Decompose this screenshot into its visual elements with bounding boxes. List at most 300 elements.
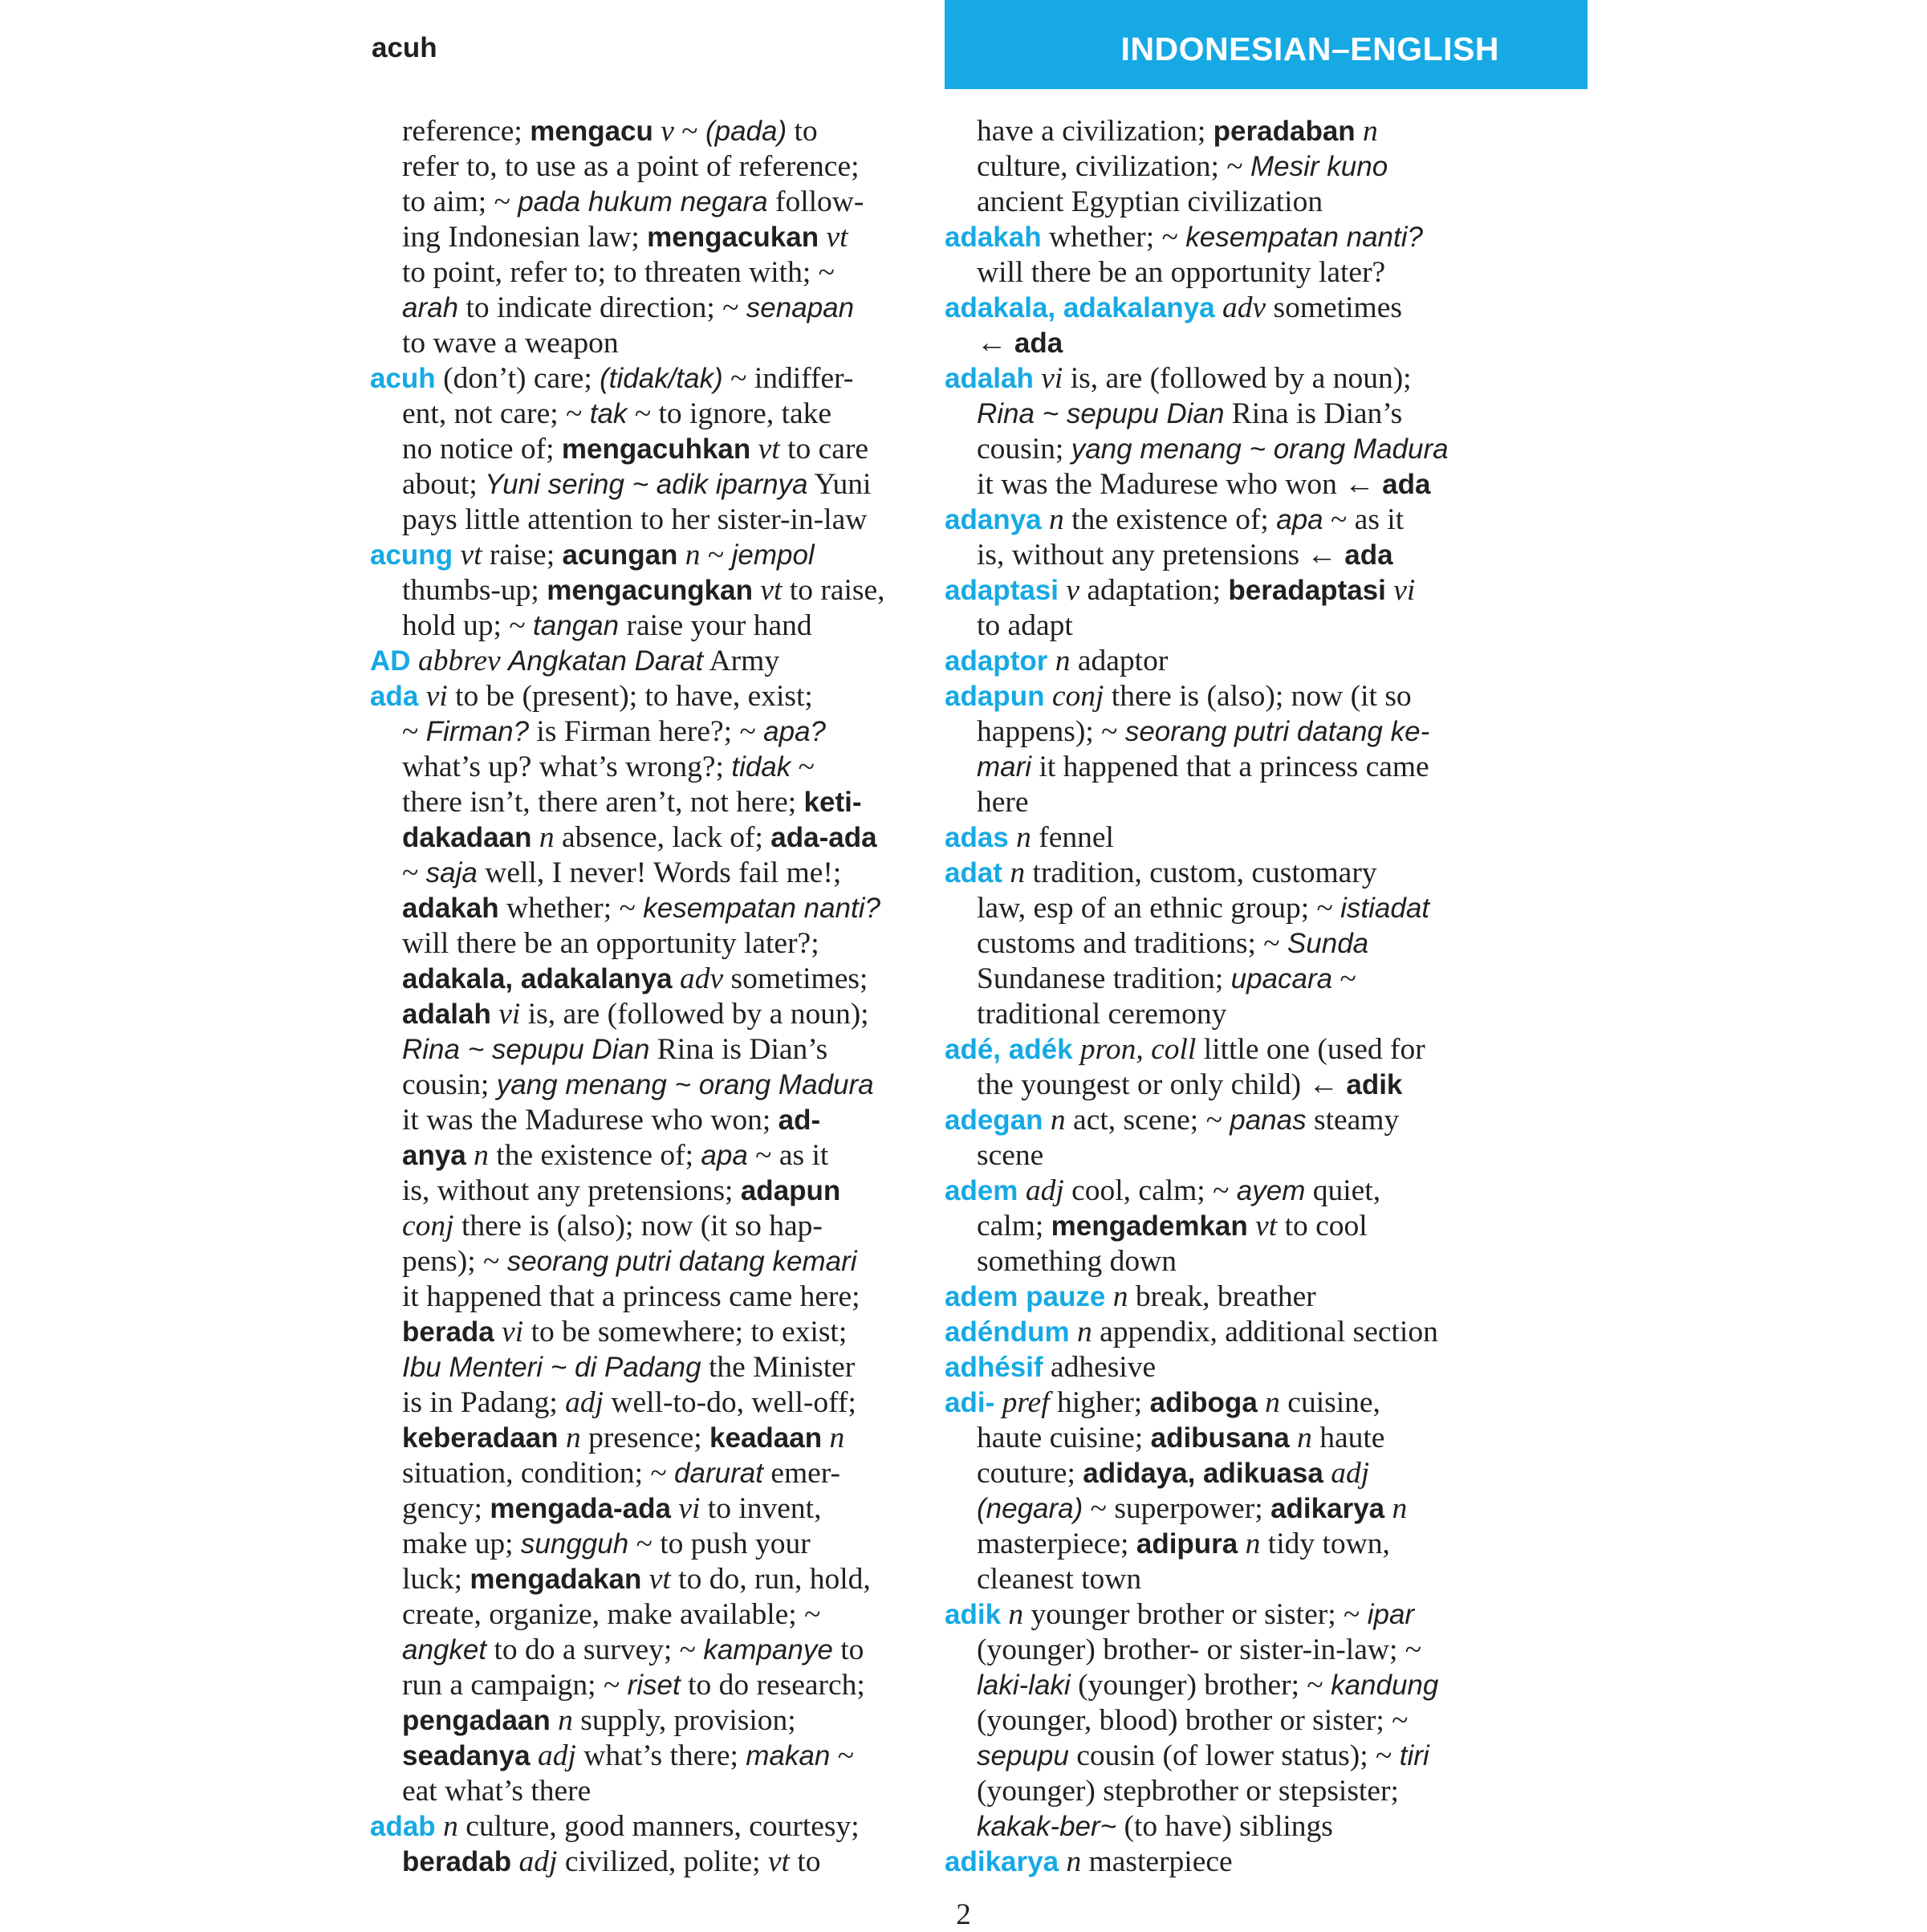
entry-continuation-line	[945, 926, 1527, 962]
definition-text: to aim; ~	[402, 185, 518, 218]
entry-continuation-line	[945, 1703, 1527, 1739]
grammar-label: n	[1049, 503, 1064, 536]
entry-continuation-line	[945, 326, 1527, 361]
definition-text: to point, refer to; to threaten with; ~	[402, 256, 835, 289]
entry-first-line	[945, 291, 1527, 326]
definition-text: happens); ~	[977, 715, 1125, 748]
grammar-label: abbrev	[417, 645, 501, 677]
entry-continuation-line	[945, 1809, 1527, 1845]
definition-text: to raise,	[782, 574, 885, 607]
entry-first-line	[945, 1032, 1527, 1068]
entry-continuation-line	[945, 750, 1527, 785]
derived-headword: ada-ada	[770, 822, 877, 853]
definition-text	[1356, 115, 1363, 148]
example-phrase: tiri	[1399, 1740, 1429, 1771]
definition-text: it happened that a princess came here;	[402, 1280, 860, 1313]
headword: adab	[370, 1811, 436, 1842]
definition-text	[491, 998, 498, 1031]
entry-continuation-line	[945, 1138, 1527, 1173]
grammar-label: adv	[1222, 291, 1266, 324]
derived-headword: mengacungkan	[547, 575, 753, 606]
entry-continuation-line	[370, 1703, 924, 1739]
derived-headword: adikarya	[1270, 1493, 1385, 1524]
definition-text: Army	[703, 645, 780, 677]
entry-continuation-line	[945, 397, 1527, 432]
grammar-label: v	[1066, 574, 1080, 607]
derived-headword: pengadaan	[402, 1705, 551, 1736]
grammar-label: adj	[537, 1739, 576, 1772]
definition-text: appendix, additional section	[1092, 1316, 1438, 1348]
definition-text	[750, 433, 758, 466]
definition-text: to do research;	[680, 1669, 865, 1702]
entry-continuation-line	[370, 432, 924, 467]
example-phrase: Rina ~ sepupu Dian	[977, 398, 1225, 429]
definition-text: to adapt	[977, 609, 1073, 642]
entry-continuation-line	[370, 185, 924, 220]
example-phrase: laki-laki	[977, 1670, 1071, 1701]
entry-first-line	[370, 644, 924, 679]
definition-text	[1047, 645, 1055, 677]
entry-continuation-line	[370, 1279, 924, 1315]
definition-text	[994, 1386, 1002, 1419]
entry-continuation-line	[370, 962, 924, 997]
example-phrase: seorang putri datang ke-	[1124, 716, 1430, 747]
definition-text: eat what’s there	[402, 1775, 592, 1808]
example-phrase: saja	[425, 857, 478, 889]
headword: adas	[945, 822, 1009, 853]
entry-continuation-line	[945, 1527, 1527, 1562]
derived-headword: keti-	[803, 787, 862, 818]
entry-first-line	[945, 1103, 1527, 1138]
grammar-label: n	[539, 821, 555, 854]
entry-continuation-line	[370, 1491, 924, 1527]
entry-continuation-line	[370, 1845, 924, 1880]
definition-text	[671, 1492, 678, 1525]
definition-text	[531, 821, 539, 854]
example-phrase: tangan	[533, 610, 620, 641]
entry-continuation-line	[370, 1244, 924, 1279]
example-phrase: ipar	[1367, 1599, 1415, 1630]
definition-text: ~ indiffer-	[722, 362, 854, 395]
example-phrase: Ibu Menteri ~ di Padang	[402, 1352, 701, 1383]
example-phrase: upacara	[1230, 963, 1333, 994]
grammar-label: pref	[1002, 1386, 1050, 1419]
derived-headword: mengacukan	[647, 222, 819, 253]
entry-continuation-line	[370, 1633, 924, 1668]
example-phrase: tak	[589, 398, 628, 429]
definition-text	[1002, 856, 1010, 889]
headword: adaptasi	[945, 575, 1059, 606]
example-phrase: Yuni sering ~ adik iparnya	[485, 469, 808, 500]
example-phrase: sungguh	[520, 1528, 629, 1560]
definition-text: raise your hand	[619, 609, 812, 642]
derived-headword: keadaan	[709, 1422, 823, 1454]
section-banner	[945, 0, 1588, 89]
grammar-label: n	[1055, 645, 1071, 677]
definition-text	[677, 539, 685, 571]
entry-continuation-line	[370, 1068, 924, 1103]
definition-text: Rina is Dian’s	[1224, 397, 1403, 430]
definition-text: to invent,	[700, 1492, 822, 1525]
headword: adi-	[945, 1387, 995, 1418]
entry-first-line	[945, 1385, 1527, 1421]
entry-continuation-line	[945, 1244, 1527, 1279]
entry-continuation-line	[370, 1032, 924, 1068]
definition-text: to be (present); to have, exist;	[447, 680, 813, 713]
definition-text: is, without any pretensions ←	[977, 539, 1345, 571]
headword: ada	[370, 681, 419, 712]
entry-continuation-line	[370, 1138, 924, 1173]
definition-text: is in Padang;	[402, 1386, 566, 1419]
derived-headword: mengadakan	[470, 1564, 642, 1595]
derived-headword: acungan	[562, 539, 678, 571]
definition-text: ing Indonesian law;	[402, 221, 648, 254]
entry-continuation-line	[370, 1774, 924, 1809]
grammar-label: n	[1392, 1492, 1408, 1525]
grammar-label: n	[1050, 1104, 1066, 1137]
entry-continuation-line	[370, 608, 924, 644]
headword: adéndum	[945, 1316, 1070, 1348]
example-phrase: Rina ~ sepupu Dian	[402, 1034, 650, 1065]
derived-headword: mengademkan	[1051, 1210, 1248, 1242]
entry-first-line	[945, 1597, 1527, 1633]
entry-continuation-line	[370, 1739, 924, 1774]
example-phrase: yang menang ~ orang Madura	[496, 1069, 874, 1100]
definition-text	[559, 1422, 566, 1454]
grammar-label: vi	[502, 1316, 524, 1348]
definition-text: is, are (followed by a noun);	[1063, 362, 1412, 395]
definition-text: (younger) brother- or sister-in-law; ~	[977, 1633, 1422, 1666]
entry-continuation-line	[945, 1668, 1527, 1703]
definition-text: create, organize, make available; ~	[402, 1598, 821, 1631]
definition-text: here	[977, 786, 1029, 819]
definition-text: steamy	[1306, 1104, 1400, 1137]
definition-text: ←	[977, 327, 1014, 360]
example-phrase: (tidak/tak)	[600, 363, 723, 394]
definition-text: luck;	[402, 1563, 470, 1596]
entry-continuation-line	[945, 1068, 1527, 1103]
entry-continuation-line	[370, 1350, 924, 1385]
example-phrase: (negara)	[977, 1493, 1083, 1524]
headword: adem pauze	[945, 1281, 1106, 1312]
grammar-label: adj	[1331, 1457, 1370, 1490]
derived-headword: adapun	[740, 1175, 841, 1206]
derived-headword: keberadaan	[402, 1422, 559, 1454]
entry-continuation-line	[370, 1209, 924, 1244]
grammar-label: adv	[680, 962, 724, 995]
entry-first-line	[370, 679, 924, 714]
headword: acuh	[370, 363, 436, 394]
derived-headword: peradaban	[1213, 116, 1356, 147]
definition-text: calm;	[977, 1210, 1051, 1243]
entry-continuation-line	[945, 891, 1527, 926]
definition-text: is, are (followed by a noun);	[520, 998, 869, 1031]
definition-text: ~ as it	[1323, 503, 1405, 536]
definition-text: the existence of;	[488, 1139, 701, 1172]
definition-text: (younger) brother; ~	[1070, 1669, 1331, 1702]
grammar-label: n	[1112, 1280, 1128, 1313]
definition-text	[436, 1810, 443, 1843]
definition-text: well-to-do, well-off;	[604, 1386, 856, 1419]
entry-continuation-line	[370, 714, 924, 750]
definition-text: supply, provision;	[572, 1704, 796, 1737]
entry-continuation-line	[370, 502, 924, 538]
definition-text: whether; ~	[498, 892, 644, 925]
example-phrase: kandung	[1331, 1670, 1439, 1701]
definition-text	[1009, 821, 1016, 854]
entry-continuation-line	[370, 750, 924, 785]
definition-text: situation, condition; ~	[402, 1457, 675, 1490]
grammar-label: v	[661, 115, 674, 148]
entry-continuation-line	[370, 1456, 924, 1491]
entry-first-line	[945, 502, 1527, 538]
definition-text	[1034, 362, 1041, 395]
definition-text: gency;	[402, 1492, 490, 1525]
grammar-label: conj	[1051, 680, 1104, 713]
definition-text: will there be an opportunity later?;	[402, 927, 819, 960]
definition-text	[531, 1739, 538, 1772]
entry-continuation-line	[945, 714, 1527, 750]
grammar-label: vi	[1393, 574, 1416, 607]
grammar-label: n	[829, 1422, 845, 1454]
grammar-label: n	[474, 1139, 489, 1172]
grammar-label: n	[1245, 1527, 1261, 1560]
example-phrase: istiadat	[1340, 893, 1430, 924]
headword: adakala, adakalanya	[945, 292, 1215, 323]
derived-headword: adidaya, adikuasa	[1083, 1458, 1323, 1489]
derived-headword: adipura	[1136, 1528, 1238, 1560]
derived-headword: adakala, adakalanya	[402, 963, 673, 994]
definition-text: traditional ceremony	[977, 998, 1227, 1031]
definition-text: follow-	[767, 185, 864, 218]
definition-text: civilized, polite;	[557, 1845, 768, 1878]
grammar-label: n	[1066, 1845, 1082, 1878]
entry-continuation-line	[370, 785, 924, 820]
definition-text: tidy town,	[1260, 1527, 1390, 1560]
definition-text: little one (used for	[1196, 1033, 1425, 1066]
example-phrase: panas	[1230, 1104, 1307, 1136]
grammar-label: n	[1076, 1316, 1092, 1348]
definition-text: the Minister	[701, 1351, 856, 1384]
example-phrase: Mesir kuno	[1250, 151, 1388, 182]
definition-text	[641, 1563, 648, 1596]
definition-text: tradition, custom, customary	[1025, 856, 1377, 889]
entry-continuation-line	[945, 114, 1527, 149]
entry-first-line	[945, 361, 1527, 397]
definition-text	[1323, 1457, 1331, 1490]
entry-first-line	[370, 538, 924, 573]
definition-text: customs and traditions; ~	[977, 927, 1287, 960]
definition-text: (to have) siblings	[1116, 1810, 1333, 1843]
definition-text	[1105, 1280, 1112, 1313]
entry-continuation-line	[370, 997, 924, 1032]
definition-text	[1073, 1033, 1080, 1066]
definition-text: (don’t) care;	[435, 362, 600, 395]
definition-text: sometimes;	[723, 962, 868, 995]
definition-text: cousin;	[402, 1068, 497, 1101]
entry-continuation-line	[370, 1421, 924, 1456]
definition-text: cool, calm; ~	[1063, 1174, 1237, 1207]
grammar-label: vt	[760, 574, 783, 607]
definition-text: ~	[1332, 962, 1356, 995]
entry-continuation-line	[370, 926, 924, 962]
entry-continuation-line	[370, 1668, 924, 1703]
definition-text	[1386, 574, 1393, 607]
example-phrase: (pada)	[705, 116, 787, 147]
definition-text: hold up; ~	[402, 609, 534, 642]
derived-headword: dakadaan	[402, 822, 532, 853]
definition-text: cousin;	[977, 433, 1071, 466]
grammar-label: n	[1016, 821, 1031, 854]
entry-continuation-line	[945, 1421, 1527, 1456]
definition-text: what’s up? what’s wrong?;	[402, 750, 732, 783]
example-phrase: apa	[701, 1140, 748, 1171]
definition-text: cousin (of lower status); ~	[1068, 1739, 1400, 1772]
example-phrase: kakak-ber~	[977, 1811, 1117, 1842]
entry-continuation-line	[945, 1562, 1527, 1597]
page-number: 2	[956, 1898, 971, 1931]
example-phrase: sepupu	[977, 1740, 1069, 1771]
definition-text: about;	[402, 468, 486, 501]
grammar-label: n	[1265, 1386, 1280, 1419]
definition-text	[501, 645, 508, 677]
definition-text: is Firman here?; ~	[529, 715, 764, 748]
grammar-label: vt	[758, 433, 780, 466]
entry-continuation-line	[945, 1209, 1527, 1244]
example-phrase: mari	[977, 751, 1032, 783]
entry-continuation-line	[945, 1633, 1527, 1668]
headword: adegan	[945, 1104, 1043, 1136]
definition-text: there is (also); now (it so	[1104, 680, 1412, 713]
entry-first-line	[945, 1350, 1527, 1385]
grammar-label: n	[1008, 1598, 1024, 1631]
definition-text	[1042, 503, 1049, 536]
entry-continuation-line	[370, 255, 924, 291]
definition-text: pays little attention to her sister-in-law	[402, 503, 868, 536]
entry-continuation-line	[370, 397, 924, 432]
example-phrase: senapan	[746, 292, 855, 323]
definition-text: scene	[977, 1139, 1044, 1172]
definition-text: ~ to push your	[628, 1527, 811, 1560]
entry-continuation-line	[945, 1774, 1527, 1809]
entry-first-line	[370, 361, 924, 397]
entry-continuation-line	[370, 149, 924, 185]
grammar-label: vt	[767, 1845, 790, 1878]
entry-continuation-line	[945, 785, 1527, 820]
derived-headword: seadanya	[402, 1740, 531, 1771]
derived-headword: ada	[1344, 539, 1393, 571]
example-phrase: jempol	[731, 539, 815, 571]
definition-text	[494, 1316, 502, 1348]
definition-text: make up;	[402, 1527, 521, 1560]
definition-text	[511, 1845, 518, 1878]
definition-text: Rina is Dian’s	[649, 1033, 828, 1066]
definition-text: ~	[402, 715, 426, 748]
headword: adat	[945, 857, 1002, 889]
definition-text: cleanest town	[977, 1563, 1142, 1596]
example-phrase: apa	[1276, 504, 1323, 535]
entry-continuation-line	[945, 1456, 1527, 1491]
definition-text: (younger, blood) brother or sister; ~	[977, 1704, 1409, 1737]
definition-text	[753, 574, 760, 607]
definition-text: ~	[402, 856, 426, 889]
headword: adakah	[945, 222, 1042, 253]
entry-continuation-line	[370, 1597, 924, 1633]
entry-first-line	[945, 1173, 1527, 1209]
entry-first-line	[945, 1845, 1527, 1880]
definition-text	[1238, 1527, 1245, 1560]
grammar-label: conj	[402, 1210, 454, 1243]
entry-first-line	[945, 679, 1527, 714]
derived-headword: beradab	[402, 1846, 512, 1877]
definition-text	[1290, 1422, 1297, 1454]
definition-text	[1248, 1210, 1255, 1243]
definition-text: to cool	[1277, 1210, 1368, 1243]
derived-headword: mengacuhkan	[561, 433, 751, 465]
entry-continuation-line	[945, 608, 1527, 644]
definition-text: to do a survey; ~	[486, 1633, 704, 1666]
definition-text: is, without any pretensions;	[402, 1174, 741, 1207]
definition-text: there isn’t, there aren’t, not here;	[402, 786, 804, 819]
definition-text	[653, 115, 661, 148]
derived-headword: mengada-ada	[490, 1493, 671, 1524]
example-phrase: pada hukum negara	[518, 186, 768, 218]
definition-text: culture, good manners, courtesy;	[457, 1810, 860, 1843]
derived-headword: adik	[1346, 1069, 1403, 1100]
example-phrase: riset	[627, 1670, 681, 1701]
derived-headword: adiboga	[1149, 1387, 1258, 1418]
definition-text	[1018, 1174, 1025, 1207]
grammar-label: pron, coll	[1079, 1033, 1197, 1066]
example-phrase: seorang putri datang kemari	[506, 1246, 857, 1277]
headword: adanya	[945, 504, 1042, 535]
definition-text	[1043, 1104, 1051, 1137]
entry-continuation-line	[370, 856, 924, 891]
definition-text: law, esp of an ethnic group; ~	[977, 892, 1341, 925]
definition-text: to do, run, hold,	[670, 1563, 871, 1596]
entry-continuation-line	[370, 1385, 924, 1421]
entry-continuation-line	[945, 255, 1527, 291]
entry-continuation-line	[945, 432, 1527, 467]
definition-text: adaptor	[1070, 645, 1169, 677]
headword: acung	[370, 539, 453, 571]
grammar-label: n	[565, 1422, 581, 1454]
definition-text	[1044, 680, 1051, 713]
definition-text: something down	[977, 1245, 1177, 1278]
definition-text: to indicate direction; ~	[458, 291, 746, 324]
example-phrase: kesempatan nanti?	[1185, 222, 1423, 253]
dictionary-column-right	[945, 114, 1527, 1880]
definition-text	[1215, 291, 1222, 324]
example-phrase: Sunda	[1287, 928, 1369, 959]
derived-headword: ada	[1382, 469, 1431, 500]
grammar-label: vt	[826, 221, 848, 254]
guide-word: acuh	[372, 32, 437, 63]
grammar-label: n	[1010, 856, 1026, 889]
definition-text: to care	[779, 433, 869, 466]
entry-continuation-line	[945, 1491, 1527, 1527]
definition-text: act, scene; ~	[1065, 1104, 1230, 1137]
definition-text: to	[789, 1845, 821, 1878]
entry-first-line	[945, 856, 1527, 891]
definition-text: no notice of;	[402, 433, 562, 466]
entry-continuation-line	[370, 1562, 924, 1597]
definition-text: (younger) stepbrother or stepsister;	[977, 1775, 1399, 1808]
definition-text: ~	[791, 750, 815, 783]
entry-first-line	[370, 1809, 924, 1845]
grammar-label: vi	[678, 1492, 701, 1525]
example-phrase: darurat	[674, 1458, 763, 1489]
